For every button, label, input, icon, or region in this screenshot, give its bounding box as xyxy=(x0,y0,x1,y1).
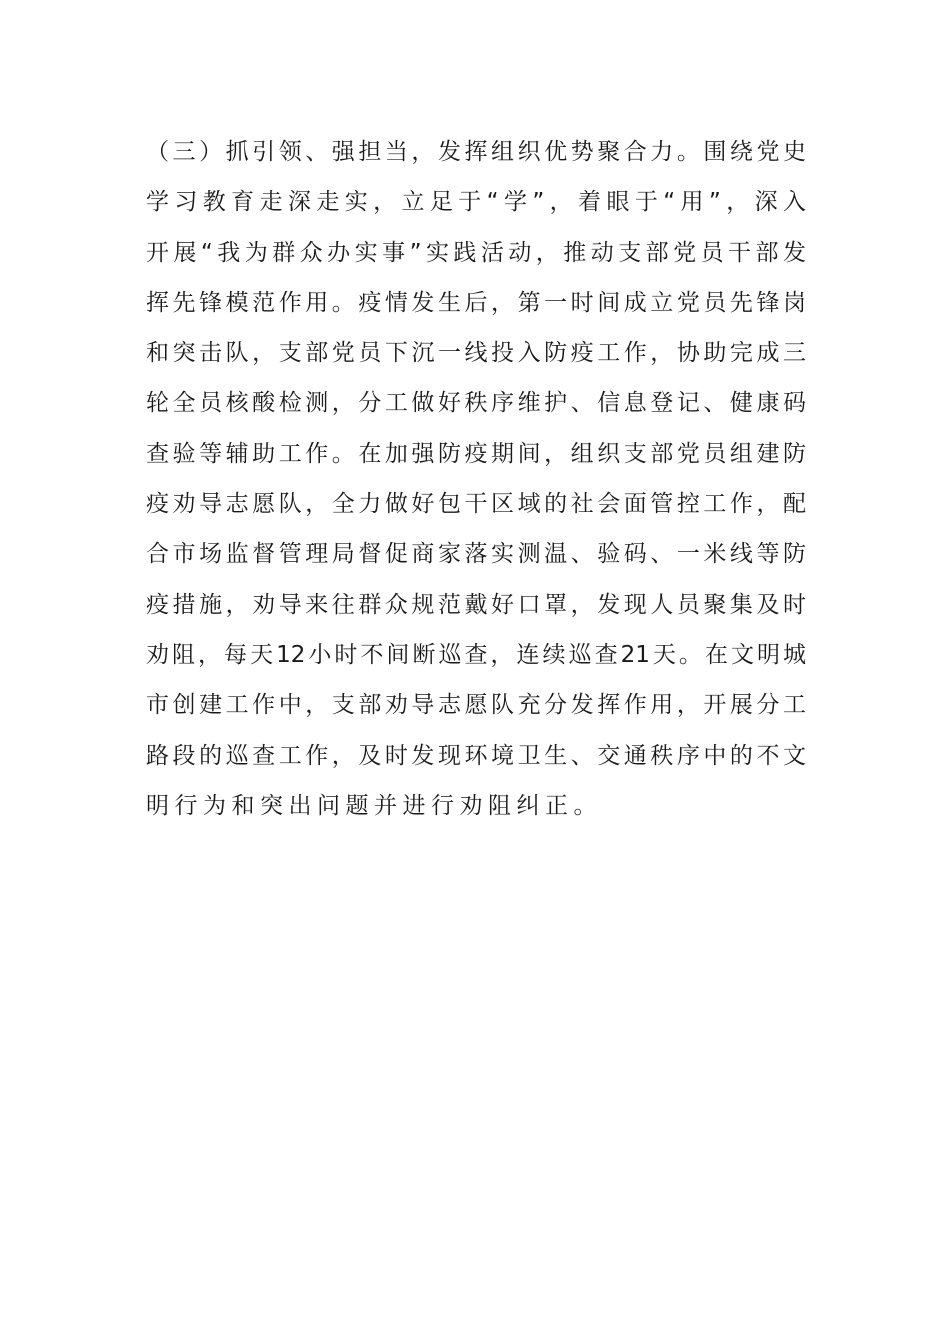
paragraph-line-2: 学习教育走深走实，立足于“学”，着眼于“用”，深入 xyxy=(146,189,806,216)
body-paragraph xyxy=(146,127,806,831)
paragraph-line-8: 疫劝导志愿队，全力做好包干区域的社会面管控工作，配 xyxy=(146,491,806,518)
paragraph-line-11: 劝阻，每天12小时不间断巡查，连续巡查21天。在文明城 xyxy=(146,641,806,668)
paragraph-line-7: 查验等辅助工作。在加强防疫期间，组织支部党员组建防 xyxy=(146,440,806,467)
paragraph-line-12: 市创建工作中，支部劝导志愿队充分发挥作用，开展分工 xyxy=(146,692,806,719)
paragraph-line-6: 轮全员核酸检测，分工做好秩序维护、信息登记、健康码 xyxy=(146,390,806,417)
paragraph-line-1: （三）抓引领、强担当，发挥组织优势聚合力。围绕党史 xyxy=(146,139,806,165)
paragraph-line-5: 和突击队，支部党员下沉一线投入防疫工作，协助完成三 xyxy=(146,340,806,367)
paragraph-line-4: 挥先锋模范作用。疫情发生后，第一时间成立党员先锋岗 xyxy=(146,289,806,316)
paragraph-line-9: 合市场监督管理局督促商家落实测温、验码、一米线等防 xyxy=(146,541,806,568)
paragraph-line-10: 疫措施，劝导来往群众规范戴好口罩，发现人员聚集及时 xyxy=(146,591,806,618)
paragraph-line-14: 明行为和突出问题并进行劝阻纠正。 xyxy=(146,792,602,819)
paragraph-line-3: 开展“我为群众办实事”实践活动，推动支部党员干部发 xyxy=(146,239,806,266)
paragraph-line-13: 路段的巡查工作，及时发现环境卫生、交通秩序中的不文 xyxy=(146,742,806,769)
